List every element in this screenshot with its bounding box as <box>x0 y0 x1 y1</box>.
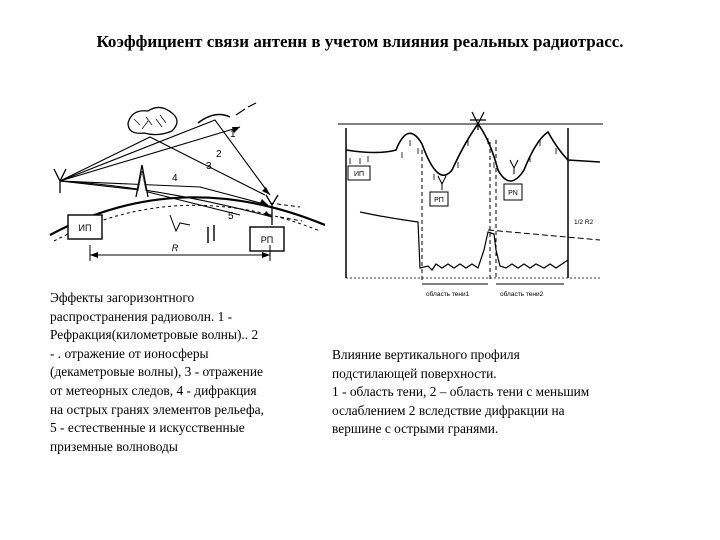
caption-right-line: подстилающей поверхности. <box>332 365 497 381</box>
rx-label: РП <box>260 235 274 245</box>
ionosphere-arc <box>198 115 230 123</box>
path-number-5: 5 <box>228 211 234 222</box>
caption-left-line: Рефракция(километровые волны).. 2 <box>50 327 259 343</box>
caption-left-line: Эффекты загоризонтного <box>50 290 195 305</box>
profile-relay-label-1: РП <box>434 197 444 204</box>
tx-label: ИП <box>78 223 92 233</box>
rx-antenna <box>266 195 278 225</box>
caption-right-line: ослаблением 2 вследствие дифракции на <box>332 402 565 418</box>
path-number-3: 3 <box>206 161 212 172</box>
profile-tx-label: ИП <box>353 171 365 178</box>
terrain-line <box>346 124 600 181</box>
slide-title: Коэффициент связи антенн в учетом влияния реальных радиотрасс. <box>96 32 624 51</box>
caption-left-line: приземные волноводы <box>50 438 178 454</box>
profile-relay-label-2: РN <box>508 190 518 197</box>
distance-label: R <box>171 243 179 253</box>
caption-left-line: распространения радиоволн. 1 - <box>50 308 233 324</box>
caption-right-line: 1 - область тени, 2 – область тени с меньшим <box>332 384 590 400</box>
shadow-region-2-label: область тени2 <box>500 291 544 298</box>
caption-left-line: на острых гранях элементов рельефа, <box>50 401 264 417</box>
caption-left-line: 5 - естественные и искусственные <box>50 420 245 436</box>
path-number-1: 1 <box>230 129 236 140</box>
peak-antenna-icon <box>470 112 486 130</box>
caption-right-line: Влияние вертикального профиля <box>332 347 520 362</box>
cloud-shape <box>128 107 177 134</box>
caption-left-line: (декаметровые волны), 3 - отражение <box>50 364 263 380</box>
propagation-diagram <box>40 95 325 265</box>
shadow-region-1-label: область тени1 <box>426 291 470 298</box>
level-label: 1/2 R2 <box>574 219 594 226</box>
propagation-paths <box>60 120 272 217</box>
caption-left <box>50 289 320 456</box>
caption-left-line: - . отражение от ионосферы <box>50 345 209 361</box>
mountain-peak <box>136 165 148 197</box>
path-number-2: 2 <box>216 149 222 160</box>
caption-right <box>332 346 632 439</box>
caption-left-line: от метеорных следов, 4 - дифракция <box>50 382 257 398</box>
path-number-4: 4 <box>172 173 178 184</box>
signal-level-curve <box>360 212 568 270</box>
caption-right-line: вершине с острыми гранями. <box>332 421 499 437</box>
terrain-profile-diagram <box>338 100 610 300</box>
